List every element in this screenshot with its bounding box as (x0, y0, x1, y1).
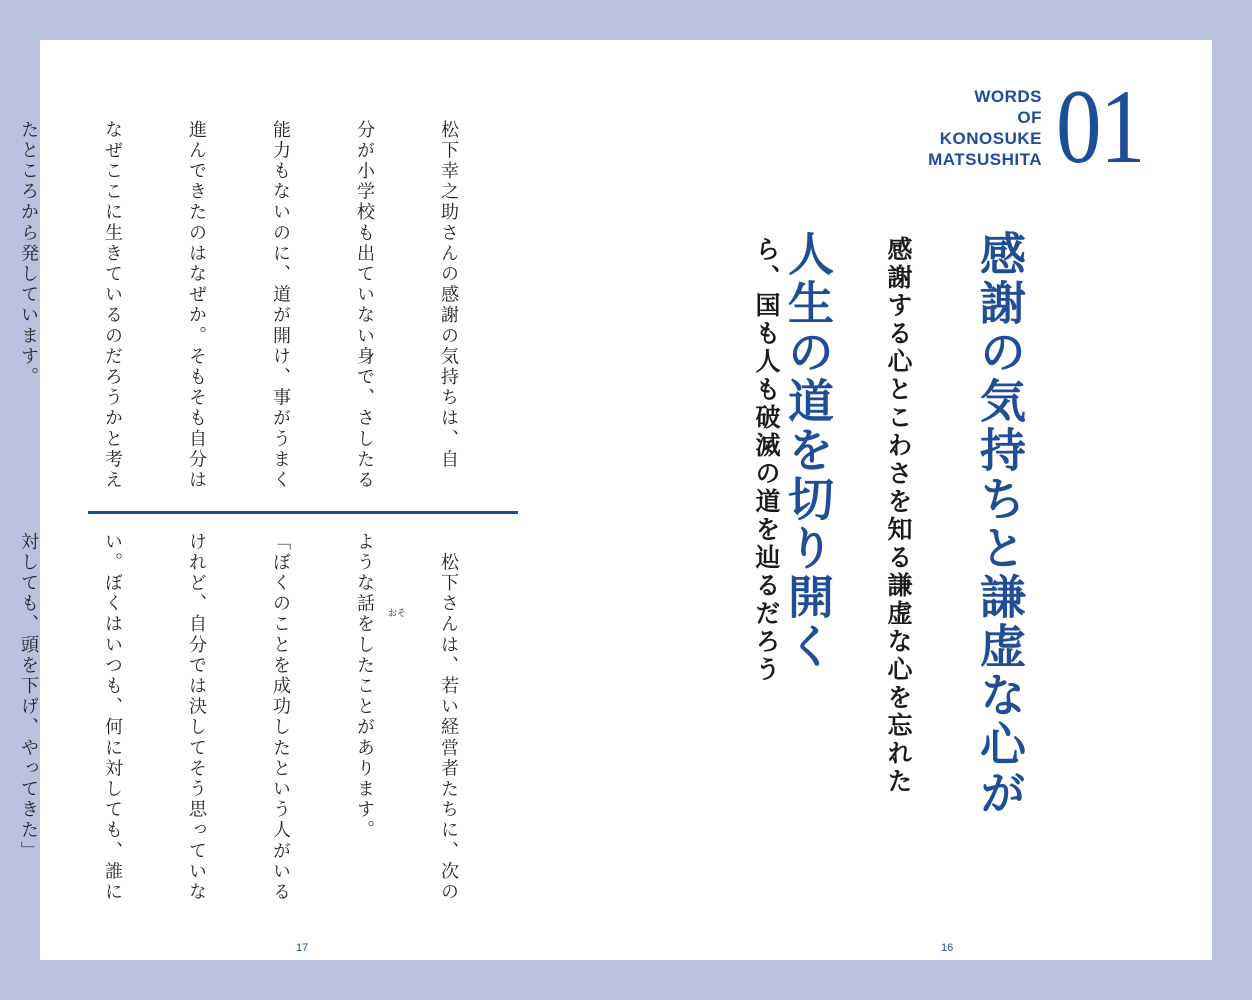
title-line: 感謝の気持ちと謙虚な心が (973, 230, 1027, 818)
text-line: 能力もないのに、道が開け、事がうまく (270, 120, 291, 491)
label-line: OF (1017, 108, 1042, 127)
left-page (18, 40, 626, 960)
words-of-konosuke-label (882, 86, 1042, 170)
text-line: 分が小学校も出ていない身で、さしたる (354, 120, 375, 491)
chapter-subtitle (656, 236, 1008, 796)
text-line: ような話をしたことがあります。 (354, 532, 375, 841)
page-number: 17 (296, 942, 309, 954)
label-line: KONOSUKE (939, 129, 1042, 148)
right-page (626, 40, 1212, 960)
page-number: 16 (941, 942, 954, 954)
text-line: なぜここに生きているのだろうかと考え (102, 120, 123, 491)
text-line: 松下幸之助さんの感謝の気持ちは、自 (438, 120, 459, 471)
label-line: MATSUSHITA (928, 150, 1042, 169)
subtitle-line: ら、国も人も破滅の道を辿るだろう (752, 236, 781, 684)
body-text-upper (0, 120, 518, 500)
chapter-number: 01 (1056, 68, 1144, 185)
text-line: い。ぼくはいつも、何に対しても、誰に (102, 532, 123, 903)
text-line: けれど、自分では決してそう思っていな (186, 532, 207, 903)
ruby-annotation: おそ (388, 609, 407, 619)
text-line: 進んできたのはなぜか。そもそも自分は (186, 120, 207, 491)
section-divider (88, 511, 518, 514)
text-line: 対しても、頭を下げ、やってきた」 (18, 532, 39, 862)
text-line: たところから発しています。 (18, 120, 39, 388)
book-spread (18, 40, 1212, 960)
subtitle-line: 感謝する心とこわさを知る謙虚な心を忘れた (884, 236, 913, 796)
text-line: 「ぼくのことを成功したという人がいる (270, 532, 291, 903)
title-line: 人生の道を切り開く (781, 230, 835, 671)
label-line: WORDS (974, 87, 1042, 106)
body-text-lower (0, 532, 518, 922)
text-line: 松下さんは、若い経営者たちに、次の (438, 532, 459, 903)
